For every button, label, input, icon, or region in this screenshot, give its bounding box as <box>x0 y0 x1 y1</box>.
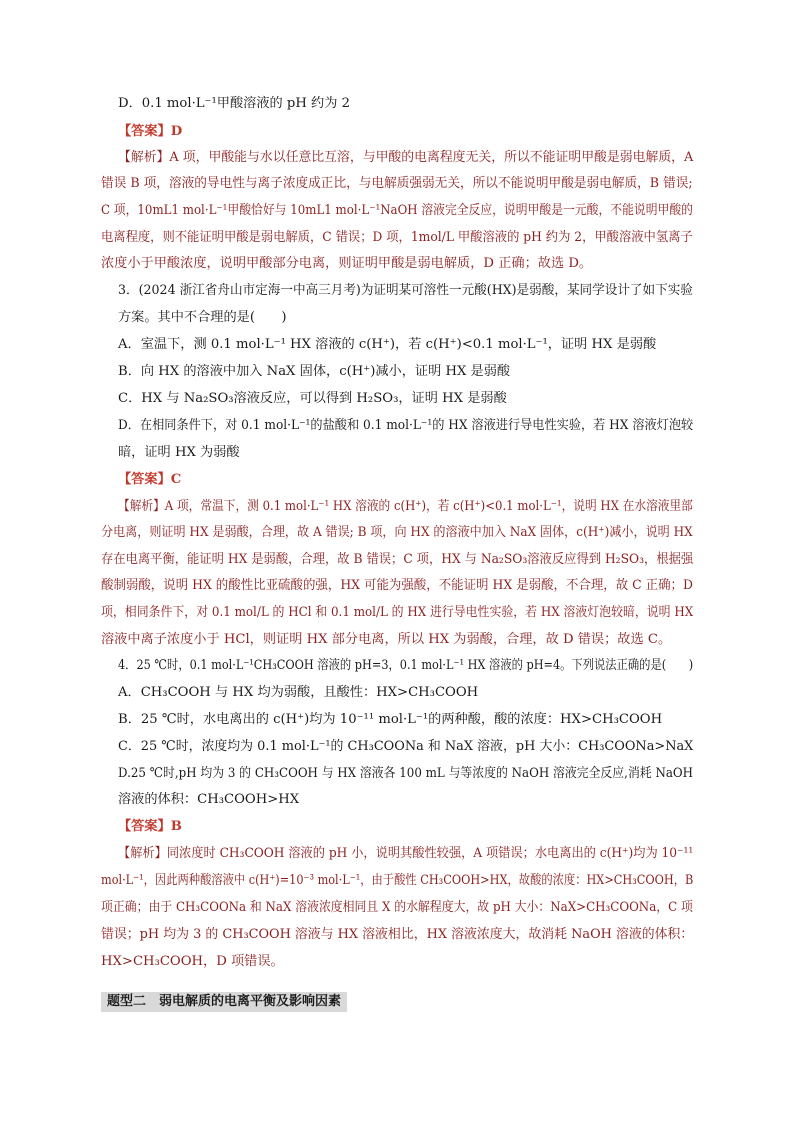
analysis-line: 浓度小于甲酸浓度，说明甲酸部分电离，则证明甲酸是弱电解质，D 正确；故选 D。 <box>101 256 593 271</box>
analysis-line: 酸制弱酸，说明 HX 的酸性比亚硫酸的强，HX 可能为强酸，不能证明 HX 是弱酸，不合理，故 C 正确；D <box>101 578 693 593</box>
question-line: C．25 ℃时，浓度均为 0.1 mol·L⁻¹的 CH₃COONa 和 NaX 溶液，pH 大小：CH₃COONa>NaX <box>118 739 694 754</box>
question-line: B．向 HX 的溶液中加入 NaX 固体，c(H⁺)减小，证明 HX 是弱酸 <box>118 364 511 379</box>
analysis-line: C 项，10mL1 mol·L⁻¹甲酸恰好与 10mL1 mol·L⁻¹NaOH 溶液完全反应，说明甲酸是一元酸，不能说明甲酸的 <box>101 203 693 218</box>
question-line: A．室温下，测 0.1 mol·L⁻¹ HX 溶液的 c(H⁺)，若 c(H⁺)<0.1 mol·L⁻¹，证明 HX 是弱酸 <box>118 337 657 352</box>
analysis-line: HX>CH₃COOH，D 项错误。 <box>101 954 284 969</box>
analysis-line: 【解析】同浓度时 CH₃COOH 溶液的 pH 小，说明其酸性较强，A 项错误；水电离出的 c(H⁺)均为 10⁻¹¹ <box>118 846 694 861</box>
question-line: D.25 ℃时,pH 均为 3 的 CH₃COOH 与 HX 溶液各 100 mL 与等浓度的 NaOH 溶液完全反应,消耗 NaOH <box>118 766 693 781</box>
question-line: 方案。其中不合理的是( ) <box>118 310 287 325</box>
answer-line: 【答案】C <box>118 472 182 487</box>
question-line: D．0.1 mol·L⁻¹甲酸溶液的 pH 约为 2 <box>118 96 351 111</box>
answer-line: 【答案】D <box>118 124 183 139</box>
question-line: A．CH₃COOH 与 HX 均为弱酸，且酸性：HX>CH₃COOH <box>118 685 479 700</box>
analysis-line: 项，相同条件下，对 0.1 mol/L 的 HCl 和 0.1 mol/L 的 HX 进行导电性实验，若 HX 溶液灯泡较暗，说明 HX <box>101 605 694 620</box>
question-line: C．HX 与 Na₂SO₃溶液反应，可以得到 H₂SO₃，证明 HX 是弱酸 <box>118 391 507 406</box>
analysis-line: 溶液中离子浓度小于 HCl，则证明 HX 部分电离，所以 HX 为弱酸，合理，故 D 错误；故选 C。 <box>101 632 672 647</box>
section-heading: 题型二 弱电解质的电离平衡及影响因素 <box>101 992 347 1012</box>
analysis-line: 存在电离平衡，能证明 HX 是弱酸，合理，故 B 错误；C 项，HX 与 Na₂SO₃溶液反应得到 H₂SO₃，根据强 <box>101 552 694 567</box>
analysis-line: 电离程度，则不能证明甲酸是弱电解质，C 错误；D 项，1mol/L 甲酸溶液的 pH 约为 2，甲酸溶液中氢离子 <box>101 230 693 245</box>
question-line: 溶液的体积：CH₃COOH>HX <box>118 792 300 807</box>
analysis-line: 【解析】A 项，常温下，测 0.1 mol·L⁻¹ HX 溶液的 c(H⁺)，若 c(H⁺)<0.1 mol·L⁻¹，说明 HX 在水溶液里部 <box>118 499 693 514</box>
analysis-line: 错误；pH 均为 3 的 CH₃COOH 溶液与 HX 溶液相比，HX 溶液浓度大，故消耗 NaOH 溶液的体积： <box>101 927 694 942</box>
analysis-line: 分电离，则证明 HX 是弱酸，合理，故 A 错误; B 项，向 HX 的溶液中加入 NaX 固体，c(H⁺)减小，说明 HX <box>101 525 693 540</box>
question-line: B．25 ℃时，水电离出的 c(H⁺)均为 10⁻¹¹ mol·L⁻¹的两种酸，酸的浓度：HX>CH₃COOH <box>118 712 663 727</box>
analysis-line: 错误 B 项，溶液的导电性与离子浓度成正比，与电解质强弱无关，所以不能说明甲酸是弱电解质，B 错误; <box>101 176 693 191</box>
analysis-line: mol·L⁻¹，因此两种酸溶液中 c(H⁺)=10⁻³ mol·L⁻¹，由于酸性 CH₃COOH>HX，故酸的浓度：HX>CH₃COOH，B <box>101 873 694 888</box>
question-line: D．在相同条件下，对 0.1 mol·L⁻¹的盐酸和 0.1 mol·L⁻¹的 HX 溶液进行导电性实验，若 HX 溶液灯泡较 <box>118 418 694 433</box>
analysis-line: 项正确；由于 CH₃COONa 和 NaX 溶液浓度相同且 X 的水解程度大，故 pH 大小：NaX>CH₃COONa，C 项 <box>101 900 693 915</box>
answer-line: 【答案】B <box>118 819 182 834</box>
question-line: 3．(2024 浙江省舟山市定海一中高三月考)为证明某可溶性一元酸(HX)是弱酸，某同学设计了如下实验 <box>118 283 693 298</box>
question-line: 暗，证明 HX 为弱酸 <box>118 445 240 460</box>
question-line: 4．25 ℃时，0.1 mol·L⁻¹CH₃COOH 溶液的 pH=3，0.1 mol·L⁻¹ HX 溶液的 pH=4。下列说法正确的是( ) <box>118 658 694 673</box>
analysis-line: 【解析】A 项，甲酸能与水以任意比互溶，与甲酸的电离程度无关，所以不能证明甲酸是弱电解质，A <box>118 150 694 165</box>
